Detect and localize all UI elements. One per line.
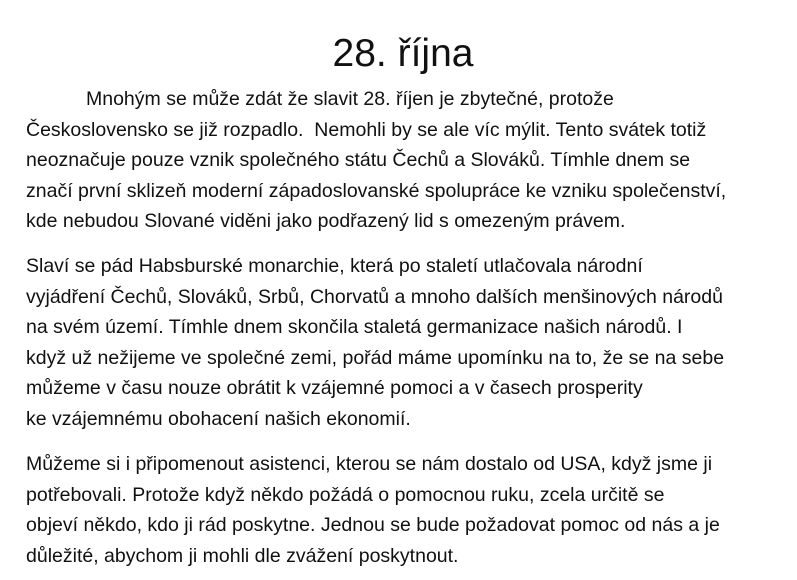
text-line: Můžeme si i připomenout asistenci, kterou se nám dostalo od USA, když jsme ji xyxy=(26,453,713,475)
text-line: Mnohým se může zdát že slavit 28. říjen je zbytečné, protože xyxy=(86,88,614,110)
text-line: potřebovali. Protože když někdo požádá o pomocnou ruku, zcela určitě se xyxy=(26,483,665,506)
text-line: důležité, abychom ji mohli dle zvážení poskytnout. xyxy=(26,544,459,567)
document-title: 28. října xyxy=(332,32,474,75)
text-line: neoznačuje pouze vznik společného státu Čechů a Slováků. Tímhle dnem se xyxy=(26,149,691,171)
text-line: Slaví se pád Habsburské monarchie, která po staletí utlačovala národní xyxy=(26,255,643,277)
text-line: na svém území. Tímhle dnem skončila staletá germanizace našich národů. I xyxy=(26,316,683,338)
paragraph-2 xyxy=(26,251,786,434)
text-line: značí první sklizeň moderní západoslovanské spolupráce ke vzniku společenství, xyxy=(26,179,727,202)
text-line: objeví někdo, kdo ji rád poskytne. Jednou se bude požadovat pomoc od nás a je xyxy=(26,514,720,536)
text-line: ke vzájemnému obohacení našich ekonomií. xyxy=(26,407,411,430)
text-line: Československo se již rozpadlo. Nemohli by se ale víc mýlit. Tento svátek totiž xyxy=(26,118,707,141)
text-line: kde nebudou Slované viděni jako podřazený lid s omezeným právem. xyxy=(26,210,626,232)
paragraph-1 xyxy=(26,84,786,237)
text-line: vyjádření Čechů, Slováků, Srbů, Chorvatů a mnoho dalších menšinových národů xyxy=(26,285,723,308)
text-line: když už nežijeme ve společné zemi, pořád máme upomínku na to, že se na sebe xyxy=(26,346,725,369)
paragraph-3 xyxy=(26,449,786,571)
text-line: můžeme v času nouze obrátit k vzájemné pomoci a v časech prosperity xyxy=(26,377,643,399)
